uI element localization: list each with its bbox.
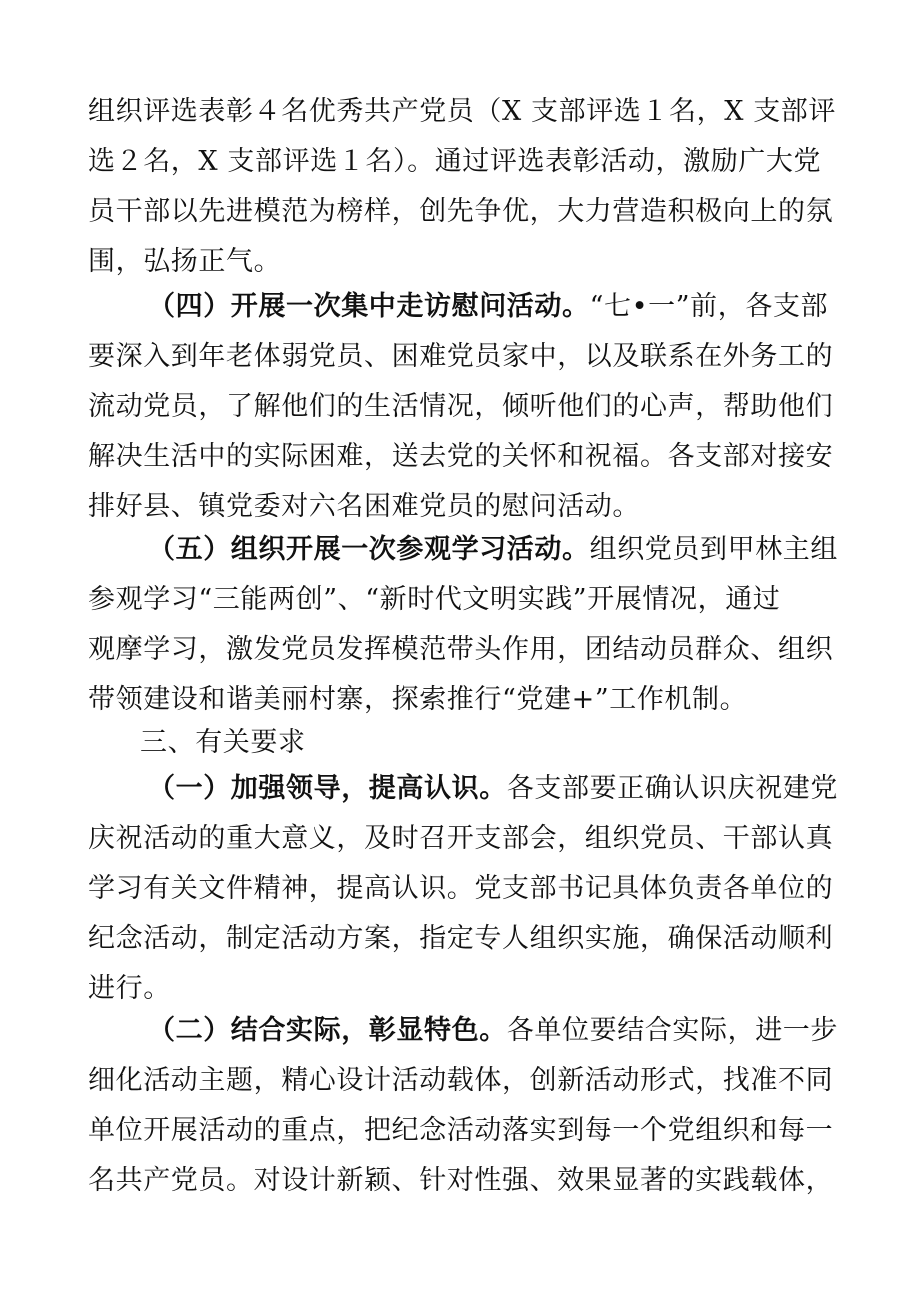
text-line: 庆祝活动的重大意义，及时召开支部会，组织党员、干部认真 [88,823,834,854]
text-line: 员干部以先进模范为榜样，创先争优，大力营造积极向上的氛 [88,196,834,227]
text-run: 组织党员到甲林主组 [589,534,839,565]
item-heading: （二）结合实际，彰显特色。 [148,1015,507,1046]
text-line: 细化活动主题，精心设计活动载体，创新活动形式，找准不同 [88,1065,834,1096]
text-run: 各单位要结合实际，进一步 [506,1015,839,1046]
item-heading: （四）开展一次集中走访慰问活动。 [148,291,590,322]
text-run: 各支部要正确认识庆祝建党 [506,773,839,804]
text-line: 进行。 [88,973,171,1004]
item-heading: （一）加强领导，提高认识。 [148,773,507,804]
text-line: 流动党员，了解他们的生活情况，倾听他们的心声，帮助他们 [88,391,834,422]
text-line: 参观学习“三能两创”、“新时代文明实践”开展情况，通过 [88,584,781,615]
item-heading: （五）组织开展一次参观学习活动。 [148,534,590,565]
text-line: 学习有关文件精神，提高认识。党支部书记具体负责各单位的 [88,873,834,904]
paragraph-first-line [148,530,838,570]
text-line: 选２名，X 支部评选１名）。通过评选表彰活动，激励广大党 [88,146,822,177]
text-line: 名共产党员。对设计新颖、针对性强、效果显著的实践载体， [88,1165,834,1196]
text-line: 观摩学习，激发党员发挥模范带头作用，团结动员群众、组织 [88,634,834,665]
text-run: “七•一”前，各支部 [589,291,829,322]
paragraph-first-line [148,769,838,809]
text-line: 解决生活中的实际困难，送去党的关怀和祝福。各支部对接安 [88,441,834,472]
paragraph-first-line [148,1011,838,1051]
text-line: 要深入到年老体弱党员、困难党员家中，以及联系在外务工的 [88,341,834,372]
section-title: 三、有关要求 [140,727,306,758]
paragraph-first-line [148,287,828,327]
text-line: 围，弘扬正气。 [88,246,282,277]
text-line: 组织评选表彰４名优秀共产党员（X 支部评选１名，X 支部评 [88,96,837,127]
text-line: 纪念活动，制定活动方案，指定专人组织实施，确保活动顺利 [88,923,834,954]
text-line: 单位开展活动的重点，把纪念活动落实到每一个党组织和每一 [88,1115,834,1146]
text-line: 排好县、镇党委对六名困难党员的慰问活动。 [88,491,640,522]
text-line: 带领建设和谐美丽村寨，探索推行“党建+”工作机制。 [88,684,748,715]
